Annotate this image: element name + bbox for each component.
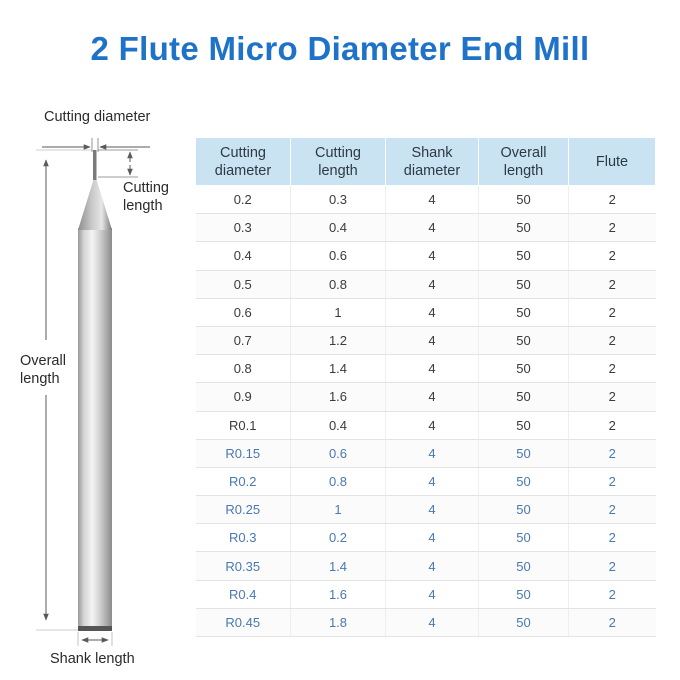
table-cell: 50 — [479, 383, 569, 411]
table-cell: 50 — [479, 580, 569, 608]
table-cell: R0.1 — [196, 411, 291, 439]
table-cell: 0.8 — [291, 467, 386, 495]
table-cell: 2 — [569, 552, 656, 580]
table-cell: R0.4 — [196, 580, 291, 608]
table-row — [196, 580, 656, 608]
table-cell: 4 — [386, 608, 479, 636]
table-cell: 1.4 — [291, 355, 386, 383]
table-row — [196, 552, 656, 580]
table-cell: 0.2 — [196, 186, 291, 214]
table-cell: 2 — [569, 355, 656, 383]
table-cell: 2 — [569, 270, 656, 298]
table-cell: 50 — [479, 496, 569, 524]
page-title: 2 Flute Micro Diameter End Mill — [90, 30, 590, 67]
table-cell: 0.7 — [196, 326, 291, 354]
table-cell: 4 — [386, 467, 479, 495]
table-cell: 0.6 — [196, 298, 291, 326]
table-cell: 50 — [479, 186, 569, 214]
table-cell: 4 — [386, 383, 479, 411]
table-row — [196, 355, 656, 383]
table-row — [196, 186, 656, 214]
table-cell: 0.4 — [291, 214, 386, 242]
table-cell: 4 — [386, 242, 479, 270]
table-cell: R0.15 — [196, 439, 291, 467]
shank-body — [78, 228, 112, 630]
table-cell: R0.3 — [196, 524, 291, 552]
table-cell: 1.6 — [291, 580, 386, 608]
table-cell: 4 — [386, 411, 479, 439]
table-cell: 1.8 — [291, 608, 386, 636]
table-cell: R0.35 — [196, 552, 291, 580]
table-row — [196, 467, 656, 495]
table-cell: 0.3 — [291, 186, 386, 214]
table-cell: 2 — [569, 496, 656, 524]
spec-table-body — [196, 186, 656, 637]
table-cell: 2 — [569, 214, 656, 242]
table-cell: 1 — [291, 496, 386, 524]
tool-taper — [78, 178, 112, 230]
table-row — [196, 214, 656, 242]
overall-length-label — [20, 352, 66, 388]
table-cell: 1.4 — [291, 552, 386, 580]
col-header-cutting-length: Cutting length — [291, 138, 386, 186]
cutting-length-text: Cutting length — [123, 180, 169, 214]
table-cell: R0.45 — [196, 608, 291, 636]
table-cell: 4 — [386, 214, 479, 242]
overall-length-text: Overall length — [20, 353, 66, 387]
table-cell: 50 — [479, 242, 569, 270]
table-cell: 1.2 — [291, 326, 386, 354]
table-row — [196, 608, 656, 636]
table-row — [196, 270, 656, 298]
table-cell: R0.2 — [196, 467, 291, 495]
table-cell: 4 — [386, 496, 479, 524]
table-cell: 4 — [386, 439, 479, 467]
table-cell: 2 — [569, 439, 656, 467]
col-header-flute: Flute — [569, 138, 656, 186]
table-cell: R0.25 — [196, 496, 291, 524]
table-cell: 0.8 — [196, 355, 291, 383]
cutting-length-label — [123, 179, 169, 215]
table-cell: 4 — [386, 552, 479, 580]
table-cell: 1 — [291, 298, 386, 326]
table-cell: 2 — [569, 242, 656, 270]
table-row — [196, 524, 656, 552]
shank-length-label: Shank length — [50, 651, 135, 667]
table-cell: 50 — [479, 355, 569, 383]
table-cell: 50 — [479, 298, 569, 326]
table-cell: 50 — [479, 467, 569, 495]
cutting-diameter-label: Cutting diameter — [44, 109, 151, 125]
table-row — [196, 326, 656, 354]
table-cell: 50 — [479, 439, 569, 467]
table-cell: 4 — [386, 355, 479, 383]
table-cell: 2 — [569, 411, 656, 439]
table-cell: 2 — [569, 608, 656, 636]
spec-table-header — [196, 138, 656, 186]
table-cell: 4 — [386, 186, 479, 214]
table-row — [196, 411, 656, 439]
spec-table — [195, 137, 656, 637]
table-cell: 0.6 — [291, 439, 386, 467]
col-header-overall-length: Overall length — [479, 138, 569, 186]
table-cell: 2 — [569, 467, 656, 495]
table-cell: 2 — [569, 524, 656, 552]
table-cell: 4 — [386, 580, 479, 608]
table-cell: 2 — [569, 298, 656, 326]
table-cell: 50 — [479, 608, 569, 636]
table-cell: 2 — [569, 186, 656, 214]
table-cell: 0.9 — [196, 383, 291, 411]
table-cell: 0.2 — [291, 524, 386, 552]
col-header-cutting-diameter: Cutting diameter — [196, 138, 291, 186]
table-cell: 4 — [386, 326, 479, 354]
cutting-tip — [93, 150, 97, 180]
table-row — [196, 496, 656, 524]
table-cell: 2 — [569, 383, 656, 411]
table-cell: 0.3 — [196, 214, 291, 242]
table-cell: 50 — [479, 214, 569, 242]
table-cell: 50 — [479, 411, 569, 439]
table-cell: 1.6 — [291, 383, 386, 411]
table-cell: 0.6 — [291, 242, 386, 270]
table-cell: 4 — [386, 270, 479, 298]
col-header-shank-diameter: Shank diameter — [386, 138, 479, 186]
table-cell: 0.5 — [196, 270, 291, 298]
shank-end — [78, 626, 112, 631]
table-row — [196, 439, 656, 467]
table-cell: 50 — [479, 552, 569, 580]
table-cell: 4 — [386, 524, 479, 552]
table-row — [196, 383, 656, 411]
table-cell: 4 — [386, 298, 479, 326]
table-cell: 0.4 — [291, 411, 386, 439]
table-cell: 0.8 — [291, 270, 386, 298]
table-cell: 0.4 — [196, 242, 291, 270]
table-cell: 2 — [569, 580, 656, 608]
table-row — [196, 298, 656, 326]
table-cell: 50 — [479, 326, 569, 354]
table-cell: 2 — [569, 326, 656, 354]
table-cell: 50 — [479, 524, 569, 552]
table-cell: 50 — [479, 270, 569, 298]
table-row — [196, 242, 656, 270]
